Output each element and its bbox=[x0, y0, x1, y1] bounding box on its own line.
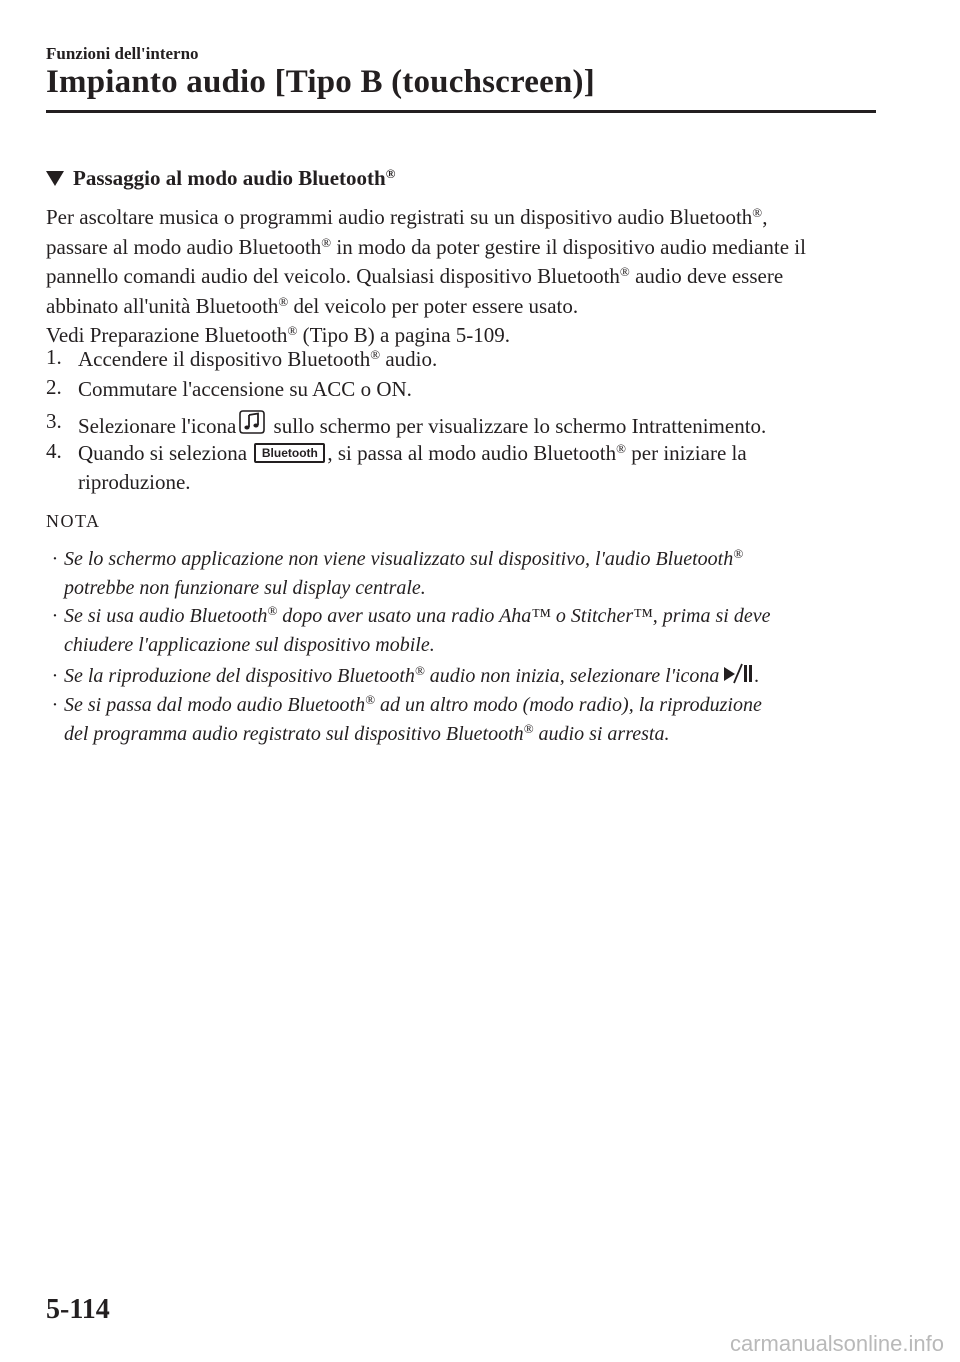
music-note-icon bbox=[239, 409, 265, 435]
bluetooth-key-icon: Bluetooth bbox=[254, 443, 325, 463]
triangle-down-icon bbox=[46, 171, 64, 186]
watermark: carmanualsonline.info bbox=[729, 1331, 944, 1356]
intro-line-2: passare al modo audio Bluetooth® in modo da poter gestire il dispositivo audio mediante il bbox=[46, 234, 806, 259]
step-3: 3. Selezionare l'icona sullo schermo per visualizzare lo schermo Intrattenimento. bbox=[46, 409, 767, 438]
nota-title: NOTA bbox=[46, 511, 101, 531]
nota-item-3: · Se la riproduzione del dispositivo Bluetooth® audio non inizia, selezionare l'icona . bbox=[51, 663, 760, 687]
intro-line-3: pannello comandi audio del veicolo. Qualsiasi dispositivo Bluetooth® audio deve essere bbox=[46, 264, 784, 288]
subsection-heading-text: Passaggio al modo audio Bluetooth® bbox=[73, 166, 396, 190]
page-number: 5-114 bbox=[46, 1294, 110, 1325]
intro-line-5: Vedi Preparazione Bluetooth® (Tipo B) a pagina 5-109. bbox=[46, 323, 511, 347]
title-rule bbox=[46, 110, 876, 113]
page-title: Impianto audio [Tipo B (touchscreen)] bbox=[46, 64, 595, 100]
step-1: 1. Accendere il dispositivo Bluetooth® audio. bbox=[46, 345, 438, 371]
step-4: 4. Quando si seleziona Bluetooth , si passa al modo audio Bluetooth® per iniziare la riproduzione. bbox=[46, 439, 747, 494]
intro-paragraph bbox=[46, 203, 876, 351]
step-2: 2. Commutare l'accensione su ACC o ON. bbox=[46, 375, 412, 401]
section-label: Funzioni dell'interno bbox=[46, 44, 199, 63]
intro-line-4: abbinato all'unità Bluetooth® del veicolo per poter essere usato. bbox=[46, 293, 579, 318]
nota-item-1: · Se lo schermo applicazione non viene visualizzato sul dispositivo, l'audio Bluetooth® potrebbe non funzionare sul display centrale. bbox=[51, 546, 744, 599]
nota-item-2: · Se si usa audio Bluetooth® dopo aver usato una radio Aha™ o Stitcher™, prima si deve chiudere l'applicazione sul dispositivo mobile. bbox=[51, 603, 771, 656]
nota-item-4: · Se si passa dal modo audio Bluetooth® ad un altro modo (modo radio), la riproduzione del programma audio registrato sul dispositivo Bluetooth® audio si arresta. bbox=[51, 692, 762, 745]
play-pause-icon bbox=[722, 662, 754, 684]
intro-line-1: Per ascoltare musica o programmi audio registrati su un dispositivo audio Bluetooth®, bbox=[46, 205, 768, 229]
subsection-heading bbox=[46, 166, 395, 191]
